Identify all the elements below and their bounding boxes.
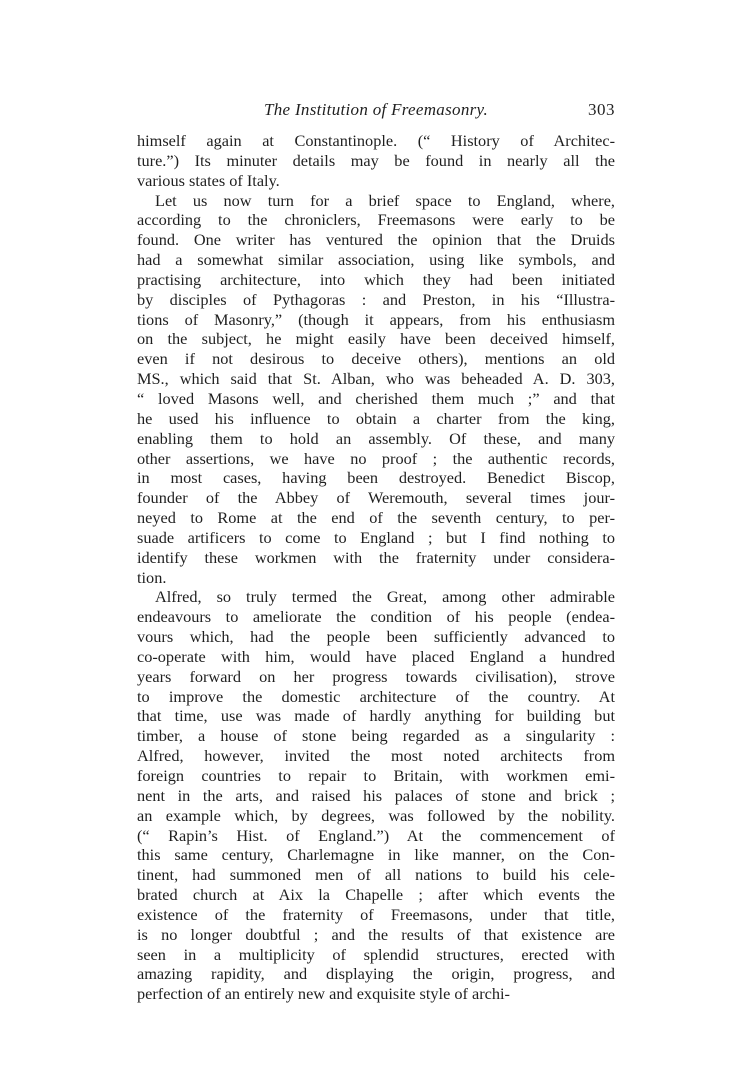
text-line: foreign countries to repair to Britain, with workmen emi-: [137, 766, 615, 785]
running-head: [137, 100, 615, 122]
text-line: “ loved Masons well, and cherished them much ;” and that: [137, 388, 615, 408]
text-line: tinent, had summoned men of all nations to build his cele-: [137, 865, 615, 885]
text-line: he used his influence to obtain a charter from the king,: [137, 408, 615, 428]
text-line: nent in the arts, and raised his palaces of stone and brick ;: [137, 785, 615, 805]
text-line: vours which, had the people been sufficiently advanced to: [137, 627, 615, 647]
text-line: existence of the fraternity of Freemasons, under that title,: [137, 904, 615, 924]
text-line: according to the chroniclers, Freemasons were early to be: [137, 210, 615, 230]
text-line: found. One writer has ventured the opinion that the Druids: [137, 230, 615, 250]
text-line: Alfred, however, invited the most noted architects from: [137, 746, 615, 766]
text-line: MS., which said that St. Alban, who was beheaded A. D. 303,: [137, 369, 615, 389]
text-line: suade artificers to come to England ; but I find nothing to: [137, 527, 615, 547]
text-line: tion.: [137, 567, 167, 587]
text-line: seen in a multiplicity of splendid structures, erected with: [137, 944, 615, 964]
text-line: years forward on her progress towards civilisation), strove: [137, 666, 615, 686]
text-line: himself again at Constantinople. (“ History of Architec-: [137, 131, 615, 150]
text-line: is no longer doubtful ; and the results of that existence are: [137, 924, 615, 944]
text-line: enabling them to hold an assembly. Of these, and many: [137, 428, 615, 448]
text-line: amazing rapidity, and displaying the origin, progress, and: [137, 964, 615, 984]
text-line: had a somewhat similar association, using like symbols, and: [137, 250, 615, 270]
paragraph: [137, 191, 615, 588]
text-line: ture.”) Its minuter details may be found in nearly all the: [137, 150, 615, 170]
paragraph: [137, 131, 615, 191]
text-line: perfection of an entirely new and exquisite style of archi-: [137, 984, 510, 1004]
text-line: practising architecture, into which they had been initiated: [137, 269, 615, 289]
text-line: identify these workmen with the fraternity under considera-: [137, 547, 615, 567]
text-line: to improve the domestic architecture of the country. At: [137, 686, 615, 706]
text-line: various states of Italy.: [137, 170, 280, 190]
text-line: co-operate with him, would have placed England a hundred: [137, 646, 615, 666]
text-line: tions of Masonry,” (though it appears, from his enthusiasm: [137, 309, 615, 329]
text-line: this same century, Charlemagne in like manner, on the Con-: [137, 845, 615, 865]
text-line: an example which, by degrees, was followed by the nobility.: [137, 805, 615, 825]
text-line: endeavours to ameliorate the condition of his people (endea-: [137, 607, 615, 627]
text-line: timber, a house of stone being regarded as a singularity :: [137, 726, 615, 746]
text-line: other assertions, we have no proof ; the authentic records,: [137, 448, 615, 468]
body-text: [137, 131, 615, 1004]
page-number: 303: [588, 100, 615, 119]
text-line: founder of the Abbey of Weremouth, several times jour-: [137, 488, 615, 508]
paragraph: [137, 587, 615, 1004]
text-line: on the subject, he might easily have been deceived himself,: [137, 329, 615, 349]
text-line: in most cases, having been destroyed. Benedict Biscop,: [137, 468, 615, 488]
text-line: that time, use was made of hardly anything for building but: [137, 706, 615, 726]
running-title: The Institution of Freemasonry.: [264, 100, 488, 119]
text-line: even if not desirous to deceive others), mentions an old: [137, 349, 615, 369]
text-line: (“ Rapin’s Hist. of England.”) At the commencement of: [137, 825, 615, 845]
text-line: Alfred, so truly termed the Great, among other admirable: [155, 587, 615, 607]
text-line: neyed to Rome at the end of the seventh century, to per-: [137, 508, 615, 528]
text-line: Let us now turn for a brief space to England, where,: [155, 190, 615, 210]
text-line: by disciples of Pythagoras : and Preston, in his “Illustra-: [137, 289, 615, 309]
text-line: brated church at Aix la Chapelle ; after which events the: [137, 885, 615, 905]
